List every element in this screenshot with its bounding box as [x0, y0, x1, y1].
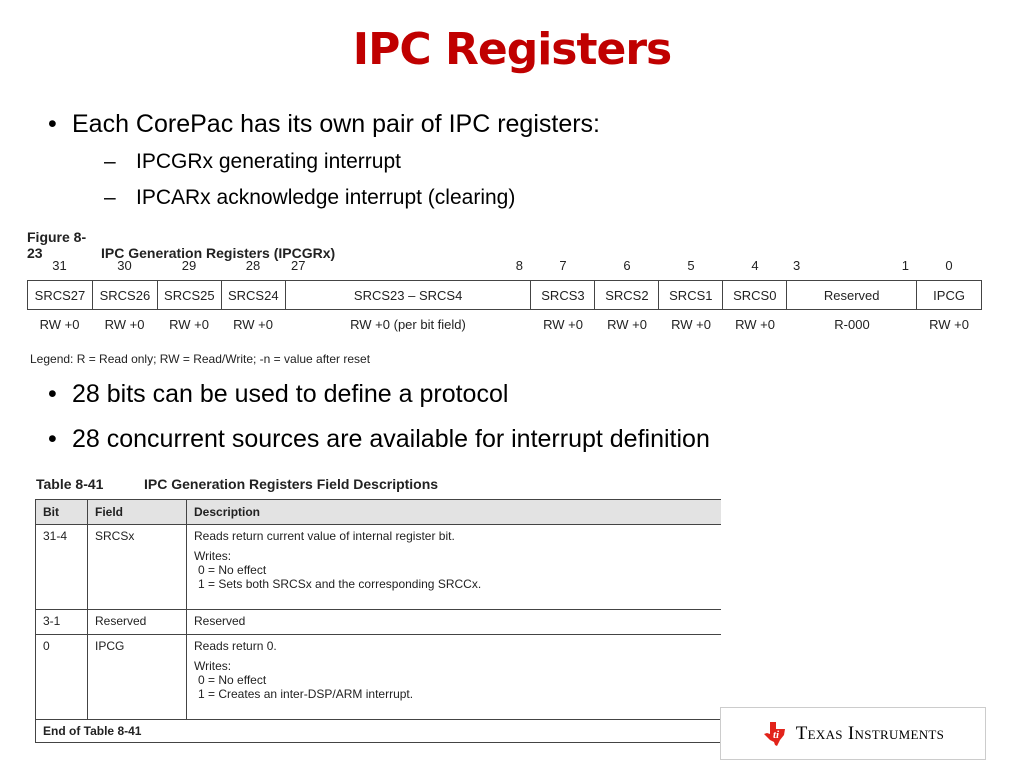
field-access: RW +0	[671, 316, 711, 332]
texas-instruments-logo	[720, 707, 986, 760]
table-number: Table 8-41	[36, 476, 104, 492]
field-access: RW +0	[929, 316, 969, 332]
bit-number: 6	[623, 258, 631, 273]
bit-number: 0	[945, 258, 953, 273]
desc-line: Writes:	[194, 549, 232, 563]
register-field: SRCS1	[659, 281, 723, 309]
field-access: RW +0	[735, 316, 775, 332]
bit-number: 28	[245, 258, 261, 273]
desc-line: 1 = Creates an inter-DSP/ARM interrupt.	[198, 687, 414, 701]
bit-number: 30	[117, 258, 132, 273]
register-field: SRCS25	[158, 281, 222, 309]
bit-number	[787, 258, 917, 280]
header-bit: Bit	[36, 500, 88, 525]
header-field: Field	[88, 500, 187, 525]
header-description: Description	[187, 500, 722, 525]
desc-line: 0 = No effect	[198, 673, 267, 687]
table-end: End of Table 8-41	[36, 720, 722, 743]
cell-field: IPCG	[88, 635, 187, 720]
field-access: RW +0 (per bit field)	[350, 316, 466, 332]
bit-number: 4	[751, 258, 759, 273]
bullet: • Each CorePac has its own pair of IPC registers:	[48, 110, 601, 138]
cell-field: SRCSx	[88, 525, 187, 610]
slide-title: IPC Registers	[352, 24, 672, 75]
figure-number: Figure 8-23	[27, 229, 87, 261]
cell-description: Reserved	[187, 610, 722, 635]
bullet: • 28 concurrent sources are available for interrupt definition	[48, 425, 710, 453]
bit-number	[285, 258, 531, 280]
table-row	[36, 525, 722, 610]
field-descriptions-table	[35, 499, 721, 743]
field-access: RW +0	[233, 316, 273, 332]
desc-line: 1 = Sets both SRCSx and the corresponding SRCCx.	[198, 577, 482, 591]
register-field: SRCS27	[28, 281, 93, 309]
sub-bullet-text: IPCGRx generating interrupt	[136, 150, 401, 173]
sub-bullet: – IPCGRx generating interrupt	[104, 150, 401, 173]
table-row	[36, 635, 722, 720]
register-field: SRCS3	[531, 281, 595, 309]
register-field: SRCS0	[723, 281, 787, 309]
bit-number: 5	[687, 258, 695, 273]
field-access: RW +0	[39, 316, 80, 332]
cell-description	[187, 525, 722, 610]
bit-number: 31	[52, 258, 67, 273]
register-field: SRCS26	[93, 281, 158, 309]
logo-text: Texas Instruments	[795, 722, 945, 744]
bit-number: 7	[559, 258, 567, 273]
table-row	[36, 610, 722, 635]
sub-bullet-text: IPCARx acknowledge interrupt (clearing)	[136, 186, 516, 209]
bit-hi: 27	[291, 258, 306, 273]
table-end-row	[36, 720, 722, 743]
field-access: RW +0	[607, 316, 647, 332]
bit-hi: 3	[793, 258, 801, 273]
figure-caption	[27, 229, 335, 261]
register-field: SRCS23 – SRCS4	[286, 281, 532, 309]
register-diagram	[27, 258, 982, 338]
bit-lo: 8	[515, 258, 523, 273]
cell-bit: 31-4	[36, 525, 88, 610]
table-header	[36, 500, 722, 525]
bit-lo: 1	[901, 258, 909, 273]
cell-bit: 0	[36, 635, 88, 720]
ti-state-icon	[762, 721, 788, 747]
field-access: RW +0	[543, 316, 583, 332]
legend: Legend: R = Read only; RW = Read/Write; -n = value after reset	[30, 352, 371, 366]
desc-line: Writes:	[194, 659, 232, 673]
cell-description	[187, 635, 722, 720]
svg-text:ti: ti	[772, 728, 779, 741]
register-field: IPCG	[933, 287, 965, 303]
cell-field: Reserved	[88, 610, 187, 635]
cell-bit: 3-1	[36, 610, 88, 635]
field-access: R-000	[834, 316, 870, 332]
bullet-text: Each CorePac has its own pair of IPC registers:	[72, 110, 601, 138]
field-access: RW +0	[104, 316, 145, 332]
register-field: Reserved	[787, 281, 917, 309]
bullet: • 28 bits can be used to define a protocol	[48, 380, 509, 408]
desc-line: 0 = No effect	[198, 563, 267, 577]
table-caption	[36, 476, 438, 492]
bullet-text: 28 concurrent sources are available for interrupt definition	[72, 425, 710, 453]
bit-number: 29	[181, 258, 197, 273]
sub-bullet: – IPCARx acknowledge interrupt (clearing)	[104, 186, 516, 209]
register-field: SRCS24	[222, 281, 286, 309]
bullet-text: 28 bits can be used to define a protocol	[72, 380, 509, 408]
field-access: RW +0	[169, 316, 209, 332]
table-title: IPC Generation Registers Field Descriptions	[144, 476, 439, 492]
desc-line: Reads return 0.	[194, 639, 277, 653]
figure-title: IPC Generation Registers (IPCGRx)	[101, 245, 336, 261]
register-field: SRCS2	[595, 281, 659, 309]
desc-line: Reads return current value of internal register bit.	[194, 529, 455, 543]
